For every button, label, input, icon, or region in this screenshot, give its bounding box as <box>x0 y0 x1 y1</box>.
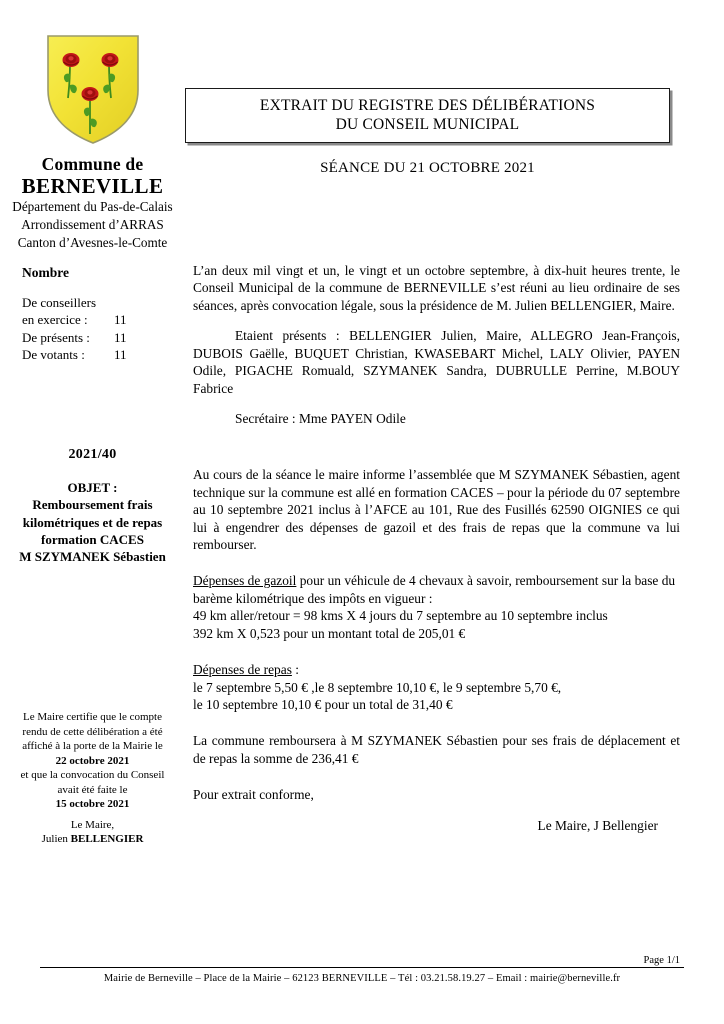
convocation-date: 15 octobre 2021 <box>55 798 130 811</box>
fuel-expenses-intro-rest: pour un véhicule de 4 chevaux à savoir, remboursement sur la base du barème kilométrique des impôts en vigueur : <box>193 573 676 606</box>
certification-line-2: rendu de cette délibération a été <box>22 725 163 738</box>
signature-last-name: BELLENGIER <box>70 833 144 846</box>
footer-address: Mairie de Berneville – Place de la Mairie – 62123 BERNEVILLE – Tél : 03.21.58.19.27 – Email : mairie@berneville.fr <box>103 973 621 984</box>
certification-line-5: avait été faite le <box>57 783 128 796</box>
signature-role: Le Maire, <box>70 819 115 831</box>
commune-name: BERNEVILLE <box>21 173 164 198</box>
objet-line-4: M SZYMANEK Sébastien <box>19 549 166 565</box>
objet-line-3: formation CACES <box>41 531 144 547</box>
meal-expenses-label-suffix: : <box>291 662 299 678</box>
objet-heading: OBJET : <box>67 480 118 495</box>
secretary-line: Secrétaire : Mme PAYEN Odile <box>235 410 406 426</box>
attendees-paragraph: Etaient présents : BELLENGIER Julien, Maire, ALLEGRO Jean-François, DUBOIS Gaëlle, BUQUET Christian, KWASEBART Michel, LALY Olivier, PAYEN Odile, PIGACHE Romuald, SZYMANEK Sandra, DUBRULLE Perrine, M.BOUY Fabrice <box>193 328 680 396</box>
fuel-expenses-label: Dépenses de gazoil <box>193 573 297 589</box>
council-count-block <box>0 265 185 363</box>
coat-of-arms-shield-icon <box>38 30 148 148</box>
canton-line: Canton d’Avesnes-le-Comte <box>17 234 168 250</box>
nombre-value-exercice: 11 <box>114 312 127 328</box>
fuel-expenses-intro <box>193 572 680 607</box>
page-indicator: Page 1/1 <box>643 955 680 966</box>
conclusion-paragraph: La commune remboursera à M SZYMANEK Sébastien pour ses frais de déplacement et de repas la somme de 236,41 € <box>193 733 680 766</box>
nombre-row-exercice <box>22 311 185 328</box>
document-title-box <box>185 88 670 143</box>
page-footer <box>40 955 684 984</box>
certification-line-1: Le Maire certifie que le compte <box>23 711 162 723</box>
opening-paragraph: L’an deux mil vingt et un, le vingt et un octobre septembre, à dix-huit heures trente, le Conseil Municipal de la commune de BERNEVILLE s’est réuni au lieu ordinaire de ses séances, après convocation légale, sous la présidence de M. Julien BELLENGIER, Maire. <box>193 263 680 313</box>
nombre-row-votants <box>22 346 185 363</box>
nombre-label-exercice: en exercice : <box>22 312 88 328</box>
document-title-line-2: DU CONSEIL MUNICIPAL <box>335 116 520 134</box>
nombre-conseillers-label: De conseillers <box>22 295 97 310</box>
meal-line-2: le 10 septembre 10,10 € pour un total de 31,40 € <box>193 697 453 713</box>
posting-date: 22 octobre 2021 <box>55 754 130 767</box>
meal-expenses-label-line <box>193 661 680 678</box>
nombre-value-presents: 11 <box>114 329 127 345</box>
nombre-label-votants: De votants : <box>22 346 85 362</box>
certification-line-4: et que la convocation du Conseil <box>20 769 165 782</box>
signature-first-name: Julien <box>41 833 71 846</box>
fuel-calc-line-1: 49 km aller/retour = 98 kms X 4 jours du 7 septembre au 10 septembre inclus <box>193 608 608 624</box>
footer-divider <box>40 967 684 968</box>
arrondissement-line: Arrondissement d’ARRAS <box>21 216 164 232</box>
left-signature-block <box>0 818 185 847</box>
objet-block <box>0 447 185 565</box>
session-date-line: SÉANCE DU 21 OCTOBRE 2021 <box>320 160 535 176</box>
letterhead-column <box>0 30 185 251</box>
coat-of-arms <box>38 30 148 148</box>
deliberation-reference: 2021/40 <box>68 447 117 462</box>
meal-line-1: le 7 septembre 5,50 € ,le 8 septembre 10,10 €, le 9 septembre 5,70 €, <box>193 679 562 695</box>
document-title-line-1: EXTRAIT DU REGISTRE DES DÉLIBÉRATIONS <box>259 97 596 114</box>
meal-expenses-label: Dépenses de repas <box>193 662 292 678</box>
fuel-calc-line-2: 392 km X 0,523 pour un montant total de 205,01 € <box>193 625 466 641</box>
signature-name <box>0 832 185 846</box>
commune-prefix: Commune de <box>41 154 144 174</box>
mayor-signature-line: Le Maire, J Bellengier <box>537 817 658 833</box>
certification-line-3: affiché à la porte de la Mairie le <box>22 740 163 753</box>
certification-block <box>0 710 185 812</box>
nombre-heading: Nombre <box>22 265 69 280</box>
nombre-label-presents: De présents : <box>22 329 90 345</box>
conformity-line: Pour extrait conforme, <box>193 787 314 803</box>
nombre-value-votants: 11 <box>114 346 127 362</box>
objet-line-1: Remboursement frais <box>32 497 153 513</box>
document-body <box>193 262 680 834</box>
nombre-row-presents <box>22 329 185 346</box>
objet-line-2: kilométriques et de repas <box>22 514 163 530</box>
departement-line: Département du Pas-de-Calais <box>12 198 173 214</box>
deliberation-paragraph: Au cours de la séance le maire informe l’assemblée que M SZYMANEK Sébastien, agent technique sur la commune est allé en formation CACES – pour la période du 07 septembre au 10 septembre 2021 inclus à l’AFCE au 101, Rue des Fusillés 62590 OIGNIES ce qui lui à engendrer des dépenses de gazoil et des frais de repas que la commune va lui rembourser. <box>193 467 680 553</box>
